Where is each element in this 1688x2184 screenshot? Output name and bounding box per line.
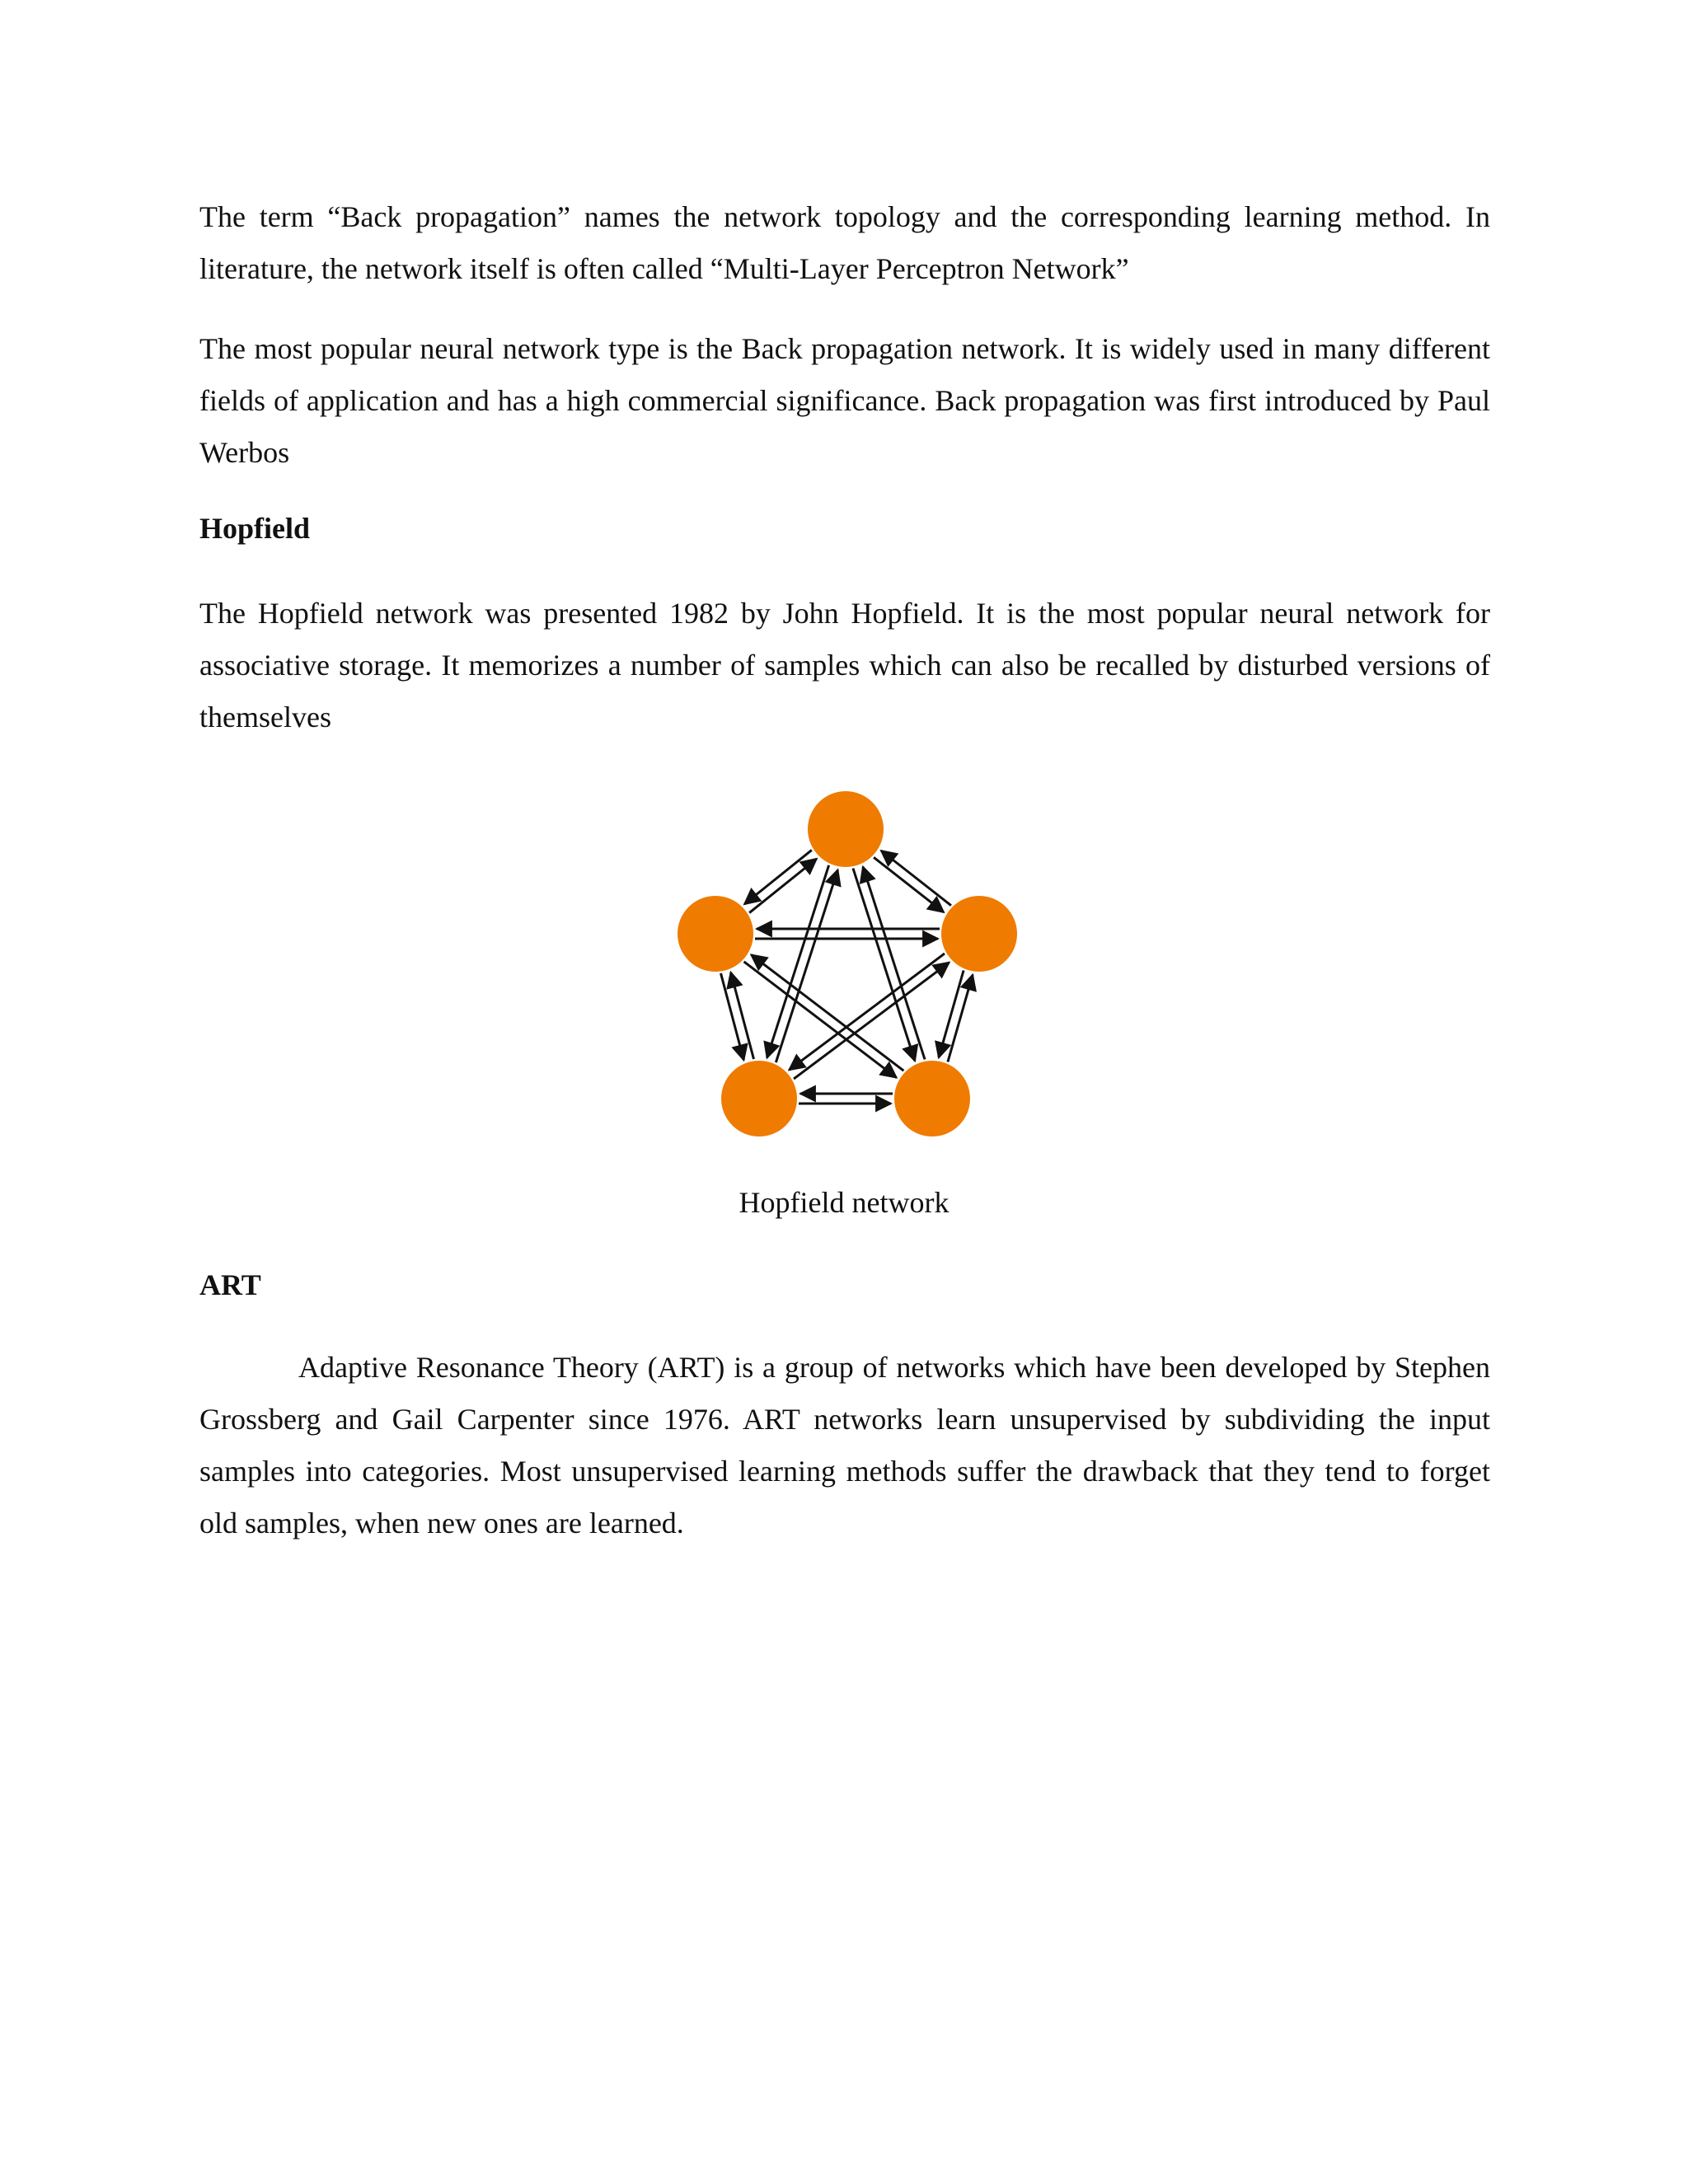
- diagram-nodes: [678, 791, 1017, 1137]
- neuron-node-4: [894, 1061, 970, 1137]
- edge-0-to-2: [874, 857, 944, 912]
- edge-0-to-3: [767, 865, 829, 1058]
- figure-caption: Hopfield network: [738, 1186, 950, 1219]
- edge-2-to-4: [939, 971, 964, 1058]
- paragraph-back-propagation-popular: The most popular neural network type is the Back propagation network. It is widely used in many different fields of application and has a high commercial significance. Back propagation was first introduced by Paul Werbos: [199, 332, 1490, 469]
- heading-art: ART: [199, 1268, 261, 1301]
- edge-3-to-1: [731, 972, 754, 1059]
- edge-1-to-0: [749, 859, 817, 913]
- hopfield-network-diagram: [664, 780, 1025, 1142]
- paragraph-hopfield: The Hopfield network was presented 1982 by John Hopfield. It is the most popular neural network for associative storage. It memorizes a number of samples which can also be recalled by disturbed versions of themselves: [199, 597, 1490, 733]
- edge-2-to-3: [789, 954, 945, 1070]
- edge-2-to-0: [881, 851, 951, 906]
- edge-3-to-0: [776, 869, 837, 1062]
- paragraph-back-propagation-term: The term “Back propagation” names the network topology and the corresponding learning method. In literature, the network itself is often called “Multi-Layer Perceptron Network”: [199, 200, 1490, 285]
- neuron-node-1: [678, 896, 753, 972]
- neuron-node-3: [721, 1061, 797, 1137]
- edge-0-to-1: [744, 850, 812, 904]
- heading-hopfield: Hopfield: [199, 512, 311, 545]
- neuron-node-0: [808, 791, 884, 867]
- edge-4-to-2: [948, 975, 973, 1062]
- edge-0-to-4: [853, 869, 915, 1062]
- neuron-node-2: [941, 896, 1017, 972]
- paragraph-art: Adaptive Resonance Theory (ART) is a group of networks which have been developed by Stephen Grossberg and Gail Carpenter since 1976. ART networks learn unsupervised by subdividing the input samples into categories. Most unsupervised learning methods suffer the drawback that they tend to forget old samples, when new ones are learned.: [199, 1351, 1490, 1540]
- edge-1-to-3: [720, 973, 743, 1060]
- edge-4-to-0: [863, 867, 925, 1060]
